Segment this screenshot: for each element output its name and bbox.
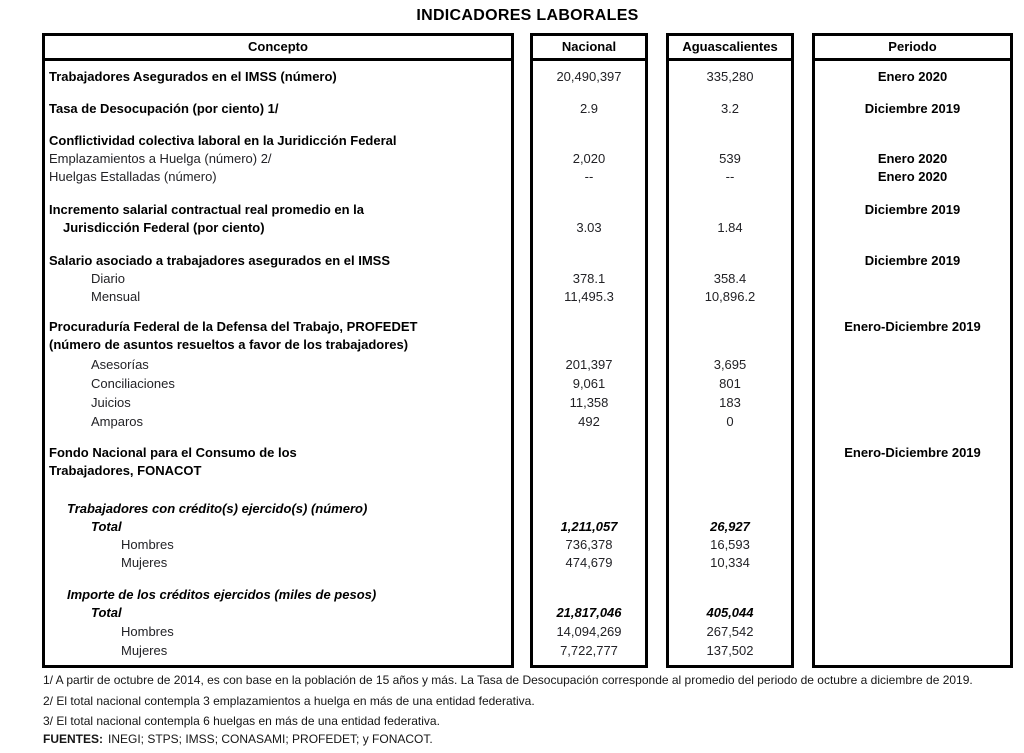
row-value-nacional: 7,722,777 <box>560 643 618 658</box>
row-value-nacional: 3.03 <box>576 220 602 235</box>
row-value-aguascalientes: 358.4 <box>713 271 747 286</box>
row-concept: (número de asuntos resueltos a favor de los trabajadores) <box>49 337 409 352</box>
column-aguascalientes <box>666 33 794 668</box>
row-value-aguascalientes: 3.2 <box>720 101 740 116</box>
column-concepto <box>42 33 514 668</box>
row-concept: Mensual <box>91 289 141 304</box>
row-concept: Mujeres <box>121 643 168 658</box>
row-value-nacional: -- <box>584 169 594 184</box>
sources-line <box>43 732 1014 747</box>
nacional-body <box>533 61 645 665</box>
row-value-nacional: 492 <box>578 414 600 429</box>
row-concept: Salario asociado a trabajadores asegurados en el IMSS <box>49 253 391 268</box>
row-value-aguascalientes: 16,593 <box>710 537 750 552</box>
row-periodo: Diciembre 2019 <box>864 253 961 268</box>
row-value-nacional: 11,358 <box>569 395 609 410</box>
column-header-periodo: Periodo <box>815 36 1010 61</box>
row-value-aguascalientes: 10,334 <box>710 555 750 570</box>
concepto-body <box>45 61 511 665</box>
row-concept: Huelgas Estalladas (número) <box>49 169 217 184</box>
row-concept: Diario <box>91 271 125 286</box>
row-concept: Mujeres <box>121 555 168 570</box>
row-concept: Trabajadores con crédito(s) ejercido(s) (número) <box>67 501 368 516</box>
row-concept: Trabajadores Asegurados en el IMSS (número) <box>49 69 337 84</box>
row-concept: Incremento salarial contractual real promedio en la <box>49 202 364 217</box>
row-value-aguascalientes: 335,280 <box>706 69 754 84</box>
footnote-1: 1/ A partir de octubre de 2014, es con base en la población de 15 años y más. La Tasa de Desocupación corresponde al promedio del periodo de octubre a diciembre de 2019. <box>43 673 973 687</box>
row-value-nacional: 21,817,046 <box>556 605 622 620</box>
row-concept: Tasa de Desocupación (por ciento) 1/ <box>49 101 279 116</box>
row-periodo: Diciembre 2019 <box>864 202 961 217</box>
row-value-aguascalientes: 26,927 <box>710 519 750 534</box>
row-value-aguascalientes: 405,044 <box>706 605 754 620</box>
row-concept: Fondo Nacional para el Consumo de los <box>49 445 297 460</box>
row-concept: Hombres <box>121 624 174 639</box>
column-header-concepto: Concepto <box>45 36 511 61</box>
row-value-aguascalientes: 1.84 <box>717 220 743 235</box>
row-value-aguascalientes: 0 <box>726 414 734 429</box>
row-concept: Trabajadores, FONACOT <box>49 463 202 478</box>
row-value-nacional: 20,490,397 <box>556 69 622 84</box>
row-concept: Emplazamientos a Huelga (número) 2/ <box>49 151 272 166</box>
column-nacional <box>530 33 648 668</box>
row-value-nacional: 14,094,269 <box>556 624 622 639</box>
row-value-aguascalientes: -- <box>725 169 735 184</box>
sources-text: INEGI; STPS; IMSS; CONASAMI; PROFEDET; y FONACOT. <box>108 732 433 746</box>
row-value-nacional: 2.9 <box>579 101 599 116</box>
row-value-aguascalientes: 801 <box>719 376 741 391</box>
page-title: INDICADORES LABORALES <box>416 7 639 24</box>
row-periodo: Diciembre 2019 <box>864 101 961 116</box>
aguascalientes-body <box>669 61 791 665</box>
footnote-2: 2/ El total nacional contempla 3 emplazamientos a huelga en más de una entidad federativa. <box>43 694 535 708</box>
column-header-nacional: Nacional <box>533 36 645 61</box>
row-value-nacional: 1,211,057 <box>560 519 618 534</box>
row-periodo: Enero 2020 <box>877 151 948 166</box>
row-periodo: Enero-Diciembre 2019 <box>844 445 981 460</box>
row-concept: Conflictividad colectiva laboral en la Juridicción Federal <box>49 133 397 148</box>
periodo-body <box>815 61 1010 665</box>
row-concept: Asesorías <box>91 357 149 372</box>
row-concept: Total <box>91 605 122 620</box>
row-value-nacional: 11,495.3 <box>564 289 614 304</box>
row-value-nacional: 201,397 <box>565 357 613 372</box>
column-header-aguascalientes: Aguascalientes <box>669 36 791 61</box>
footnote-3: 3/ El total nacional contempla 6 huelgas en más de una entidad federativa. <box>43 714 440 728</box>
row-concept: Jurisdicción Federal (por ciento) <box>63 220 265 235</box>
row-value-aguascalientes: 3,695 <box>713 357 747 372</box>
row-periodo: Enero 2020 <box>877 69 948 84</box>
row-value-nacional: 378.1 <box>572 271 606 286</box>
row-value-aguascalientes: 183 <box>719 395 741 410</box>
row-concept: Total <box>91 519 122 534</box>
row-value-aguascalientes: 267,542 <box>706 624 754 639</box>
row-value-aguascalientes: 10,896.2 <box>704 289 756 304</box>
row-value-nacional: 2,020 <box>572 151 606 166</box>
row-concept: Amparos <box>91 414 144 429</box>
row-concept: Procuraduría Federal de la Defensa del Trabajo, PROFEDET <box>49 319 418 334</box>
row-concept: Hombres <box>121 537 174 552</box>
row-value-nacional: 736,378 <box>565 537 613 552</box>
sources-label: FUENTES: <box>43 732 103 746</box>
row-concept: Importe de los créditos ejercidos (miles de pesos) <box>67 587 377 602</box>
row-periodo: Enero-Diciembre 2019 <box>844 319 981 334</box>
row-value-nacional: 9,061 <box>572 376 606 391</box>
column-periodo <box>812 33 1013 668</box>
row-concept: Juicios <box>91 395 131 410</box>
row-concept: Conciliaciones <box>91 376 175 391</box>
row-value-nacional: 474,679 <box>565 555 613 570</box>
row-periodo: Enero 2020 <box>877 169 948 184</box>
row-value-aguascalientes: 539 <box>719 151 741 166</box>
row-value-aguascalientes: 137,502 <box>706 643 754 658</box>
